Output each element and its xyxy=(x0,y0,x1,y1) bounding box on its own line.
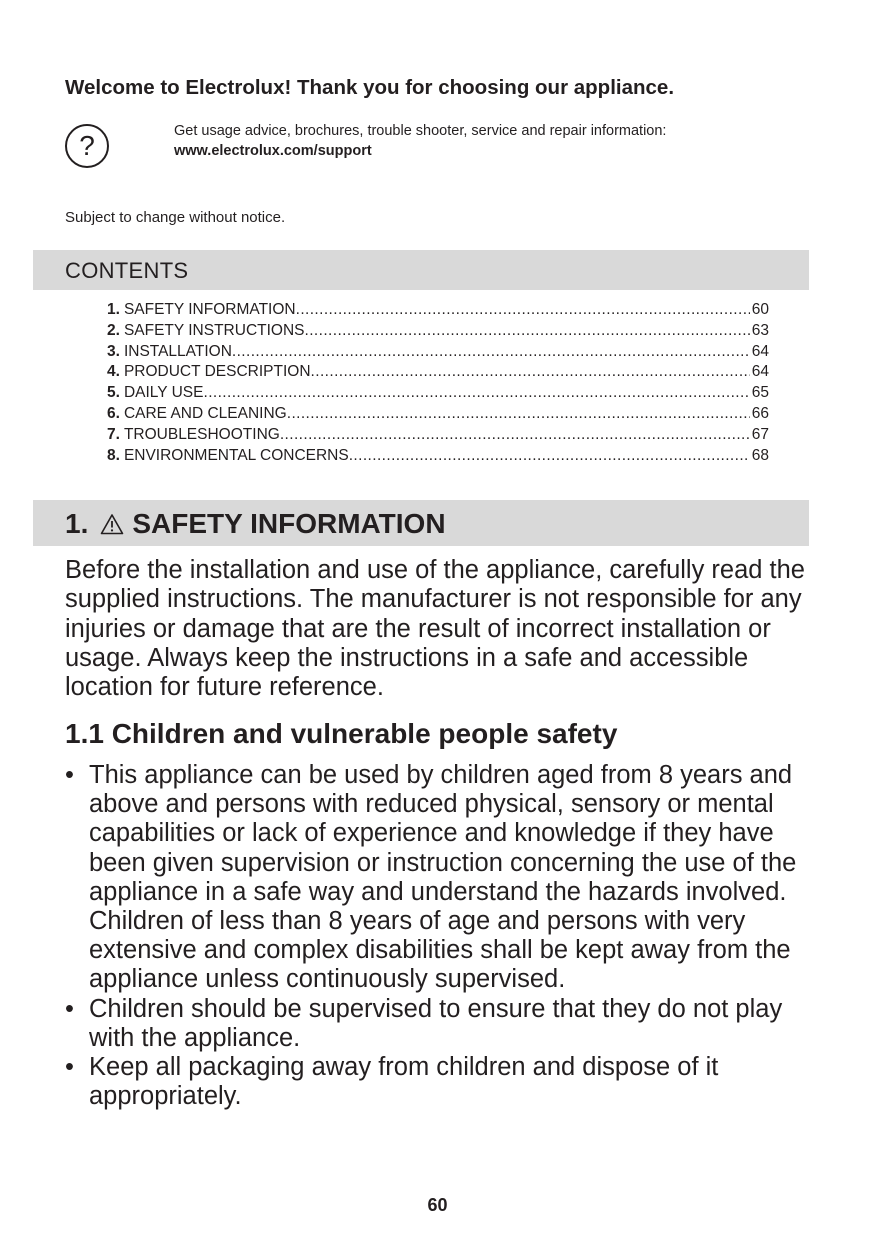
toc-item-safety-instructions[interactable] xyxy=(107,321,769,342)
table-of-contents xyxy=(107,300,769,466)
toc-leader-dots xyxy=(349,446,750,467)
toc-item-product-description[interactable] xyxy=(107,362,769,383)
toc-item-environmental-concerns[interactable] xyxy=(107,446,769,467)
toc-item-number: 2. xyxy=(107,321,120,339)
support-url-link[interactable]: www.electrolux.com/support xyxy=(174,143,372,159)
subject-notice: Subject to change without notice. xyxy=(65,209,286,226)
page-number: 60 xyxy=(427,1195,448,1215)
toc-item-page: 63 xyxy=(751,321,769,339)
safety-bullet-list xyxy=(65,761,825,1111)
toc-item-number: 3. xyxy=(107,342,120,360)
list-item xyxy=(65,1053,825,1111)
toc-item-number: 4. xyxy=(107,363,120,381)
toc-item-page: 67 xyxy=(751,425,769,443)
toc-item-title: ENVIRONMENTAL CONCERNS xyxy=(123,446,349,464)
toc-item-number: 1. xyxy=(107,301,120,318)
toc-item-title: SAFETY INSTRUCTIONS xyxy=(123,321,305,339)
warning-triangle-icon xyxy=(100,513,124,535)
toc-item-page: 60 xyxy=(751,301,769,318)
support-info xyxy=(174,121,666,161)
toc-item-troubleshooting[interactable] xyxy=(107,425,769,446)
welcome-heading: Welcome to Electrolux! Thank you for choosing our appliance. xyxy=(65,76,675,99)
toc-item-number: 8. xyxy=(107,446,120,464)
toc-item-title: TROUBLESHOOTING xyxy=(123,425,280,443)
toc-leader-dots xyxy=(287,404,750,425)
bullet-icon: • xyxy=(65,761,74,789)
toc-leader-dots xyxy=(203,383,749,404)
list-item-text: Children should be supervised to ensure that they do not play with the appliance. xyxy=(89,994,783,1052)
subsection-title: 1.1 Children and vulnerable people safety xyxy=(65,718,618,749)
toc-item-page: 64 xyxy=(751,342,769,360)
toc-item-page: 68 xyxy=(751,446,769,464)
toc-item-title: PRODUCT DESCRIPTION xyxy=(123,363,311,381)
toc-item-number: 7. xyxy=(107,425,120,443)
toc-leader-dots xyxy=(311,362,750,383)
bullet-icon: • xyxy=(65,1053,74,1082)
toc-item-number: 5. xyxy=(107,384,120,402)
list-item-text: Keep all packaging away from children and dispose of it appropriately. xyxy=(89,1053,719,1111)
toc-item-page: 64 xyxy=(751,363,769,381)
toc-item-number: 6. xyxy=(107,404,120,422)
toc-item-installation[interactable] xyxy=(107,342,769,363)
question-circle-icon: ? xyxy=(65,124,109,168)
list-item xyxy=(65,761,825,995)
list-item xyxy=(65,995,825,1053)
intro-paragraph: Before the installation and use of the appliance, carefully read the supplied instructions. The manufacturer is not responsible for any injuries or damage that are the result of incorrect installation or usage. Always keep the instructions in a safe and accessible location for future reference. xyxy=(65,556,805,702)
toc-item-title: INSTALLATION xyxy=(123,342,232,360)
toc-item-title: DAILY USE xyxy=(123,384,204,402)
section-title xyxy=(65,507,446,541)
contents-title: CONTENTS xyxy=(65,258,189,283)
section-title-text: SAFETY INFORMATION xyxy=(132,508,446,539)
bullet-icon: • xyxy=(65,994,74,1023)
list-item-text: This appliance can be used by children aged from 8 years and above and persons with reduced physical, sensory or mental capabilities or lack of experience and knowledge if they have been given supervision or instruction concerning the use of the appliance in a safe way and understand the hazards involved. Children of less than 8 years of age and persons with very extensive and complex disabilities shall be kept away from the appliance unless continuously supervised. xyxy=(89,761,797,994)
toc-leader-dots xyxy=(232,342,750,363)
toc-leader-dots xyxy=(305,321,750,342)
toc-item-daily-use[interactable] xyxy=(107,383,769,404)
toc-item-safety-information[interactable] xyxy=(107,300,769,321)
toc-leader-dots xyxy=(280,425,750,446)
support-text: Get usage advice, brochures, trouble shooter, service and repair information: xyxy=(174,123,667,139)
toc-item-page: 65 xyxy=(751,384,769,402)
toc-item-care-and-cleaning[interactable] xyxy=(107,404,769,425)
toc-leader-dots xyxy=(296,300,750,321)
toc-item-page: 66 xyxy=(751,404,769,422)
toc-item-title: SAFETY INFORMATION xyxy=(123,301,296,318)
toc-item-title: CARE AND CLEANING xyxy=(123,404,287,422)
section-number: 1. xyxy=(65,508,89,539)
